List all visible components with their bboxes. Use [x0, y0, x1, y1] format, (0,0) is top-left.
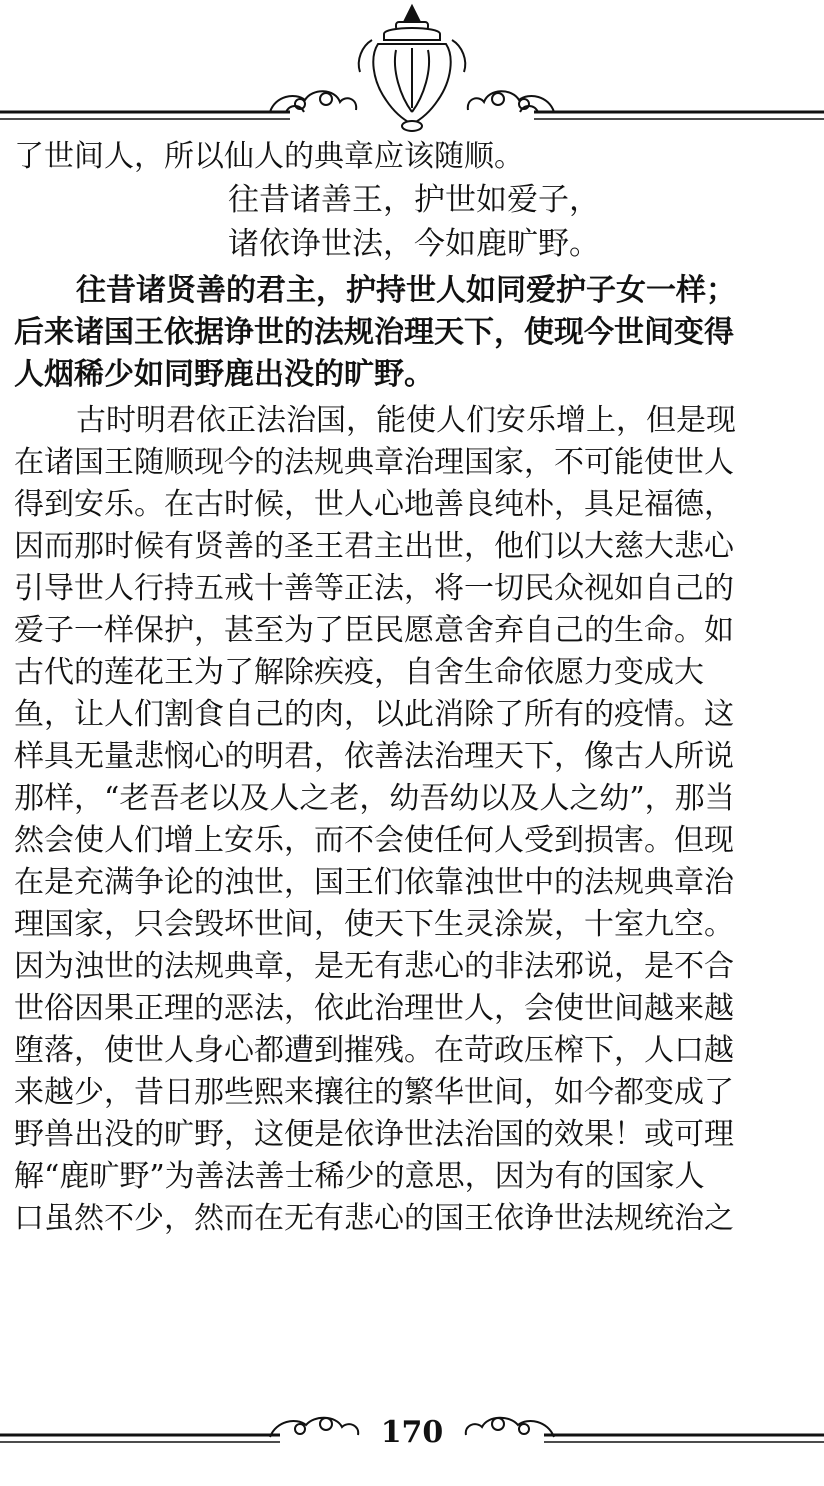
translation-line: 人烟稀少如同野鹿出没的旷野。: [14, 357, 434, 392]
page-footer: [0, 1405, 824, 1475]
commentary-line: 那样，“老吾老以及人之老，幼吾幼以及人之幼”，那当: [14, 781, 735, 816]
cloud-scroll-icon: [468, 91, 554, 112]
commentary-line: 因为浊世的法规典章，是无有悲心的非法邪说，是不合: [14, 949, 734, 984]
commentary-line: 古代的莲花王为了解除疾疫，自舍生命依愿力变成大: [14, 655, 704, 690]
translation-line: 往昔诸贤善的君主，护持世人如同爱护子女一样；: [76, 273, 736, 308]
commentary-line: 理国家，只会毁坏世间，使天下生灵涂炭，十室九空。: [14, 907, 734, 942]
commentary-line: 引导世人行持五戒十善等正法，将一切民众视如自己的: [14, 571, 734, 606]
cloud-scroll-icon: [270, 91, 356, 112]
commentary-line: 样具无量悲悯心的明君，依善法治理天下，像古人所说: [14, 739, 734, 774]
commentary-line: 堕落，使世人身心都遭到摧残。在苛政压榨下，人口越: [14, 1033, 734, 1068]
header-ornament-svg: [0, 0, 824, 135]
commentary-line: 古时明君依正法治国，能使人们安乐增上，但是现: [76, 403, 736, 438]
commentary-line: 口虽然不少，然而在无有悲心的国王依诤世法规统治之: [14, 1201, 734, 1236]
commentary-line: 世俗因果正理的恶法，依此治理世人，会使世间越来越: [14, 991, 734, 1026]
commentary-line: 在诸国王随顺现今的法规典章治理国家，不可能使世人: [14, 445, 734, 480]
page-number: 170: [380, 1415, 444, 1450]
text-line: 了世间人，所以仙人的典章应该随顺。: [14, 139, 524, 174]
commentary-line: 解“鹿旷野”为善法善士稀少的意思，因为有的国家人: [14, 1159, 705, 1194]
commentary-line: 野兽出没的旷野，这便是依诤世法治国的效果！或可理: [14, 1117, 734, 1152]
commentary-line: 得到安乐。在古时候，世人心地善良纯朴，具足福德，: [14, 487, 734, 522]
commentary-line: 因而那时候有贤善的圣王君主出世，他们以大慈大悲心: [14, 529, 734, 564]
conch-ornament-icon: [359, 6, 466, 131]
commentary-line: 爱子一样保护，甚至为了臣民愿意舍弃自己的生命。如: [14, 613, 734, 648]
commentary-line: 然会使人们增上安乐，而不会使任何人受到损害。但现: [14, 823, 734, 858]
commentary-line: 在是充满争论的浊世，国王们依靠浊世中的法规典章治: [14, 865, 734, 900]
page-header-ornament: [0, 0, 824, 135]
verse-line: 诸依诤世法，今如鹿旷野。: [228, 226, 600, 262]
page-content: [14, 136, 814, 1240]
header-rule-right: [534, 112, 824, 119]
header-rule-left: [0, 112, 290, 119]
commentary-line: 鱼，让人们割食自己的肉，以此消除了所有的疫情。这: [14, 697, 734, 732]
translation-line: 后来诸国王依据诤世的法规治理天下，使现今世间变得: [14, 315, 734, 350]
verse-line: 往昔诸善王，护世如爱子，: [228, 182, 600, 218]
commentary-line: 来越少，昔日那些熙来攘往的繁华世间，如今都变成了: [14, 1075, 734, 1110]
